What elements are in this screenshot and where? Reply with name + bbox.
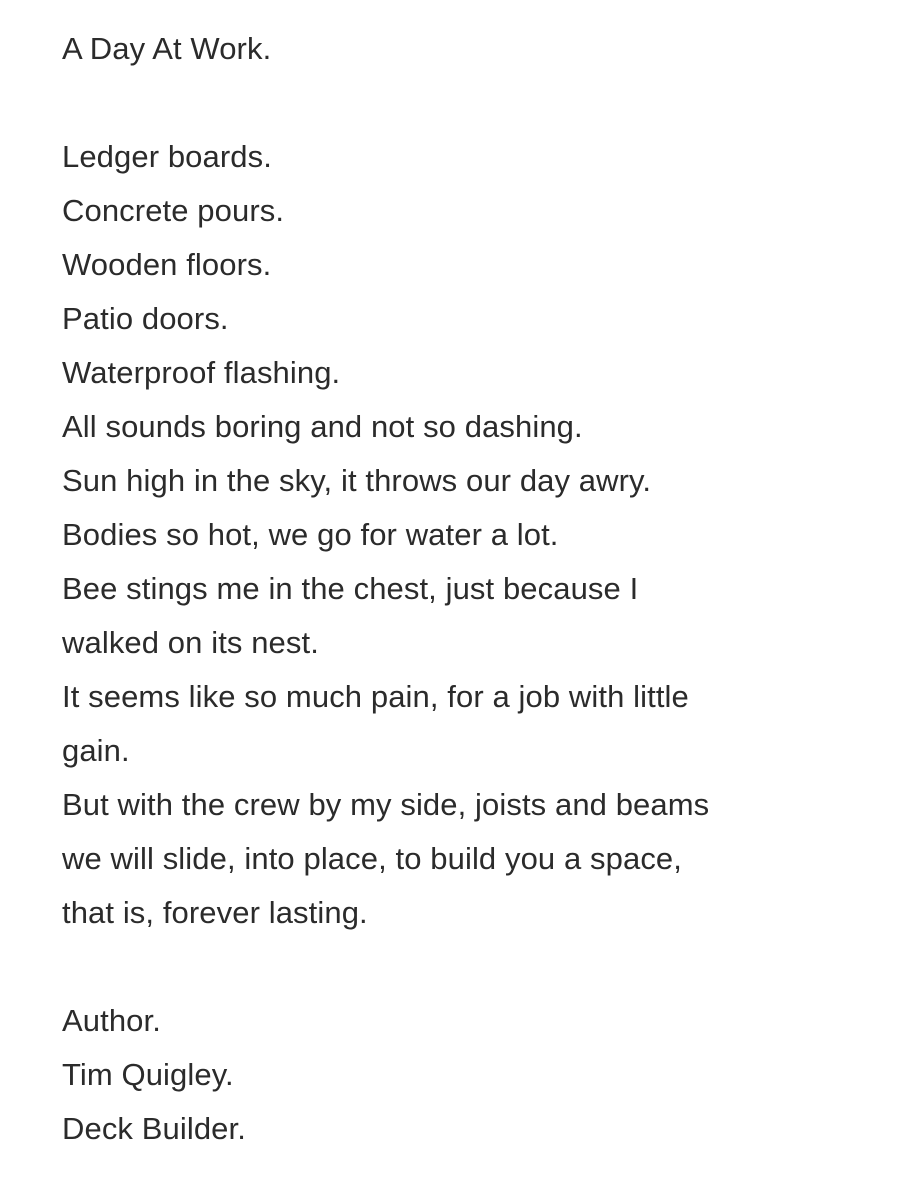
- poem-line: Concrete pours.: [62, 193, 285, 228]
- poem-line: Patio doors.: [62, 301, 229, 336]
- poem-line: Sun high in the sky, it throws our day awry.: [62, 463, 652, 498]
- blank-line: [62, 76, 882, 130]
- poem-line: Wooden floors.: [62, 247, 272, 282]
- poem-line: Bodies so hot, we go for water a lot.: [62, 517, 559, 552]
- poem-line: Ledger boards.: [62, 139, 272, 174]
- poem-line: Bee stings me in the chest, just because I: [62, 571, 639, 606]
- signature-line: Deck Builder.: [62, 1111, 246, 1146]
- poem-line: All sounds boring and not so dashing.: [62, 409, 583, 444]
- poem-line: that is, forever lasting.: [62, 895, 368, 930]
- poem-line: we will slide, into place, to build you a space,: [62, 841, 682, 876]
- poem-line: But with the crew by my side, joists and beams: [62, 787, 710, 822]
- note-body[interactable]: [62, 22, 882, 1156]
- blank-line: [62, 940, 882, 994]
- poem-line: gain.: [62, 733, 130, 768]
- note-title: A Day At Work.: [62, 31, 272, 66]
- poem-line: Waterproof flashing.: [62, 355, 341, 390]
- signature-line: Tim Quigley.: [62, 1057, 234, 1092]
- signature-line: Author.: [62, 1003, 161, 1038]
- poem-line: walked on its nest.: [62, 625, 319, 660]
- poem-line: It seems like so much pain, for a job with little: [62, 679, 689, 714]
